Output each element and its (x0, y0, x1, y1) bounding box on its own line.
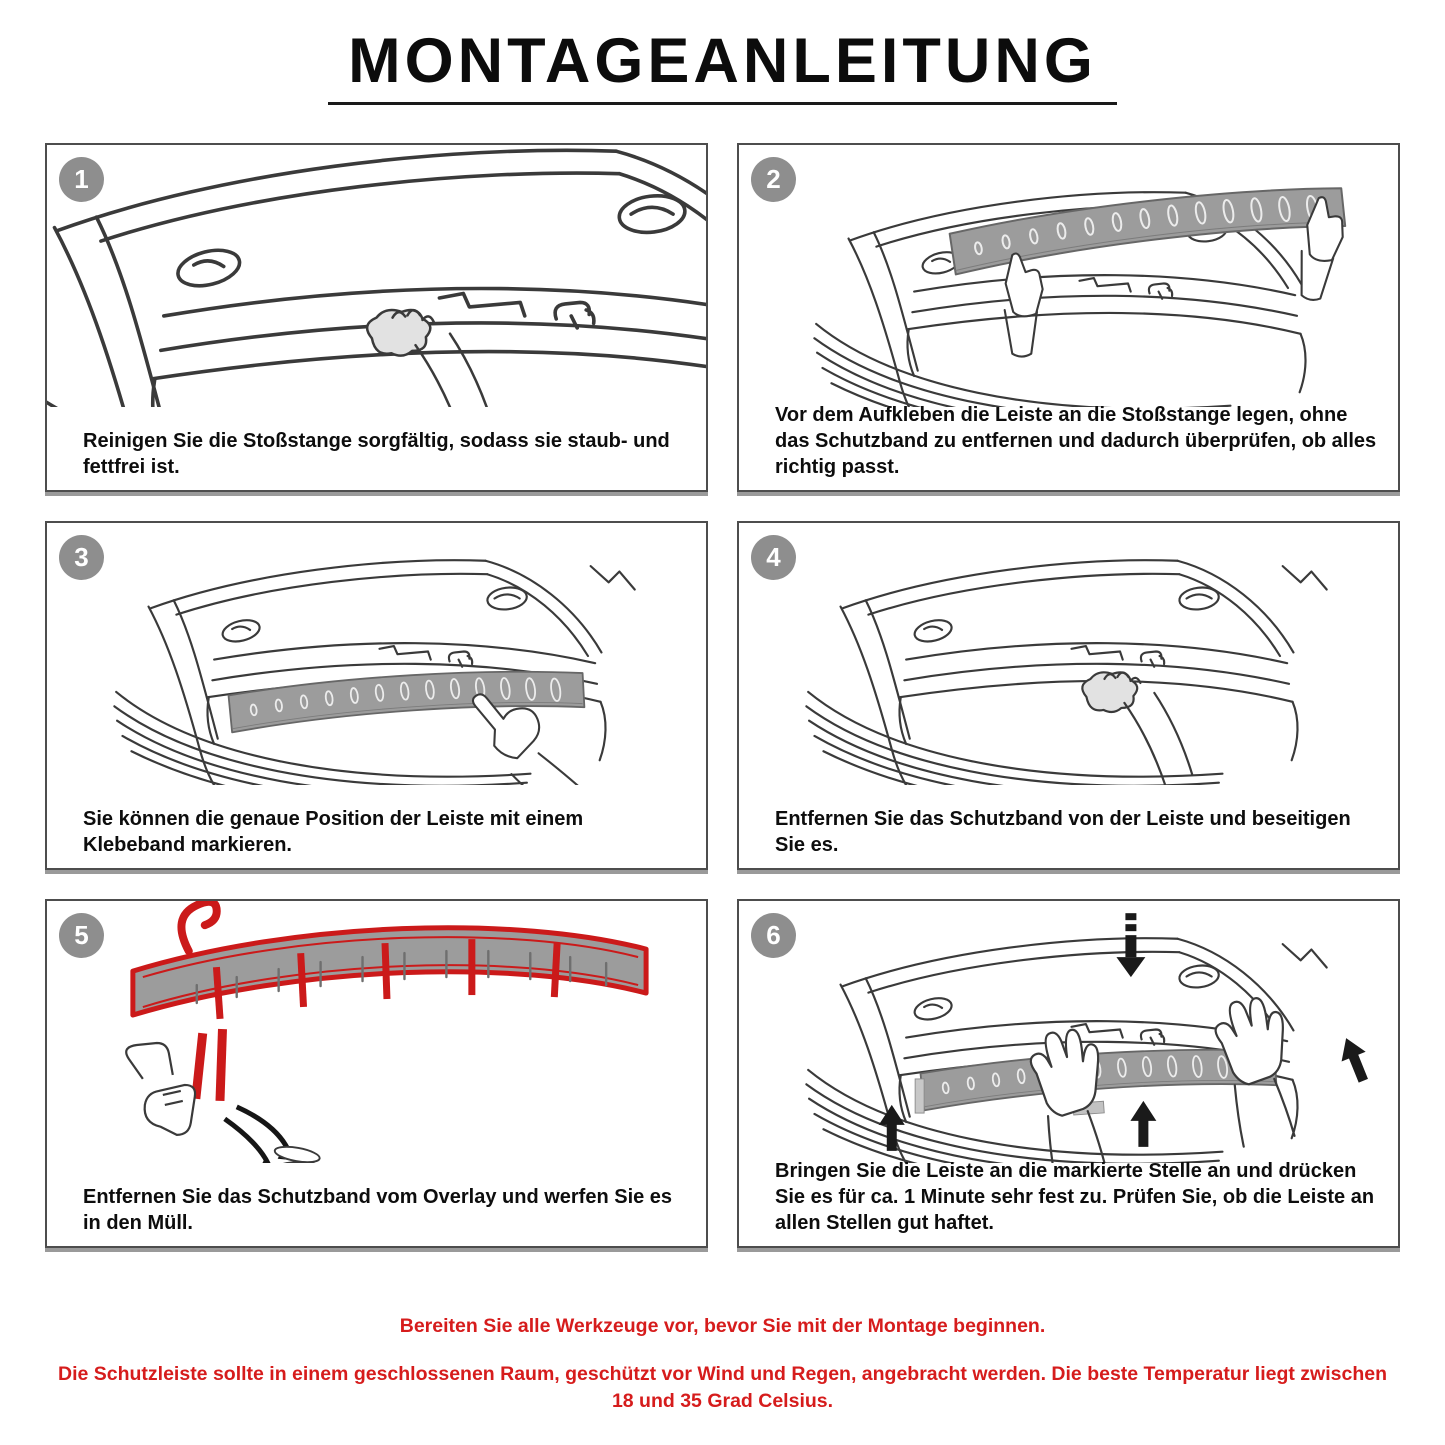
step-panel-1 (45, 143, 708, 492)
footer-line-2: Die Schutzleiste sollte in einem geschlossenen Raum, geschützt vor Wind und Regen, angebracht werden. Die beste Temperatur liegt zwischen 18 und 35 Grad Celsius. (57, 1363, 1387, 1412)
left-hand-icon (1005, 254, 1043, 357)
step-panel-2 (737, 143, 1400, 492)
step-1-illustration (47, 145, 706, 407)
step-2-illustration (739, 145, 1398, 407)
step-5-caption: Entfernen Sie das Schutzband vom Overlay und werfen Sie es in den Müll. (83, 1186, 673, 1234)
hand-icon (126, 1043, 195, 1135)
car-rear-drawing (47, 150, 706, 407)
red-tape-curl (181, 902, 216, 951)
step-1-caption: Reinigen Sie die Stoßstange sorgfältig, sodass sie staub- und fettfrei ist. (83, 430, 670, 478)
step-6-caption: Bringen Sie die Leiste an die markierte Stelle an und drücken Sie es für ca. 1 Minute sehr fest zu. Prüfen Sie, ob die Leiste an allen Stellen gut haftet. (775, 1160, 1375, 1234)
car-rear-drawing (806, 560, 1326, 785)
arrow-up-icon (1130, 1101, 1156, 1147)
step-panel-3 (45, 521, 708, 870)
film-tab-left (915, 1079, 924, 1113)
step-6-illustration (739, 901, 1398, 1163)
step-3-caption: Sie können die genaue Position der Leiste mit einem Klebeband markieren. (83, 808, 584, 856)
page-header (0, 28, 1445, 105)
arrow-up-icon (1334, 1033, 1375, 1085)
step-3-number-badge: 3 (59, 535, 104, 580)
step-3-illustration (47, 523, 706, 785)
step-2-number-badge: 2 (751, 157, 796, 202)
arrow-down-icon (1116, 913, 1145, 977)
page-title-text: MONTAGEANLEITUNG (328, 28, 1117, 105)
step-5-illustration (47, 901, 706, 1163)
step-panel-4 (737, 521, 1400, 870)
step-panel-5 (45, 899, 708, 1248)
step-panel-6 (737, 899, 1400, 1248)
trash-can-icon (274, 1144, 324, 1163)
step-4-caption: Entfernen Sie das Schutzband von der Leiste und beseitigen Sie es. (775, 808, 1351, 856)
step-4-illustration (739, 523, 1398, 785)
page-title (0, 28, 1445, 105)
step-5-number-badge: 5 (59, 913, 104, 958)
step-4-number-badge: 4 (751, 535, 796, 580)
step-6-number-badge: 6 (751, 913, 796, 958)
steps-grid (45, 143, 1400, 1248)
footer-notes (0, 1313, 1445, 1414)
overlay-strip-with-red-tape (133, 902, 646, 1019)
hand-with-tape-icon (1082, 672, 1192, 785)
step-1-number-badge: 1 (59, 157, 104, 202)
peel-and-discard-scene (126, 1029, 324, 1163)
footer-line-1: Bereiten Sie alle Werkzeuge vor, bevor Sie mit der Montage beginnen. (399, 1315, 1046, 1337)
step-2-caption: Vor dem Aufkleben die Leiste an die Stoßstange legen, ohne das Schutzband zu entfernen und dadurch überprüfen, ob alles richtig passt. (775, 404, 1377, 478)
